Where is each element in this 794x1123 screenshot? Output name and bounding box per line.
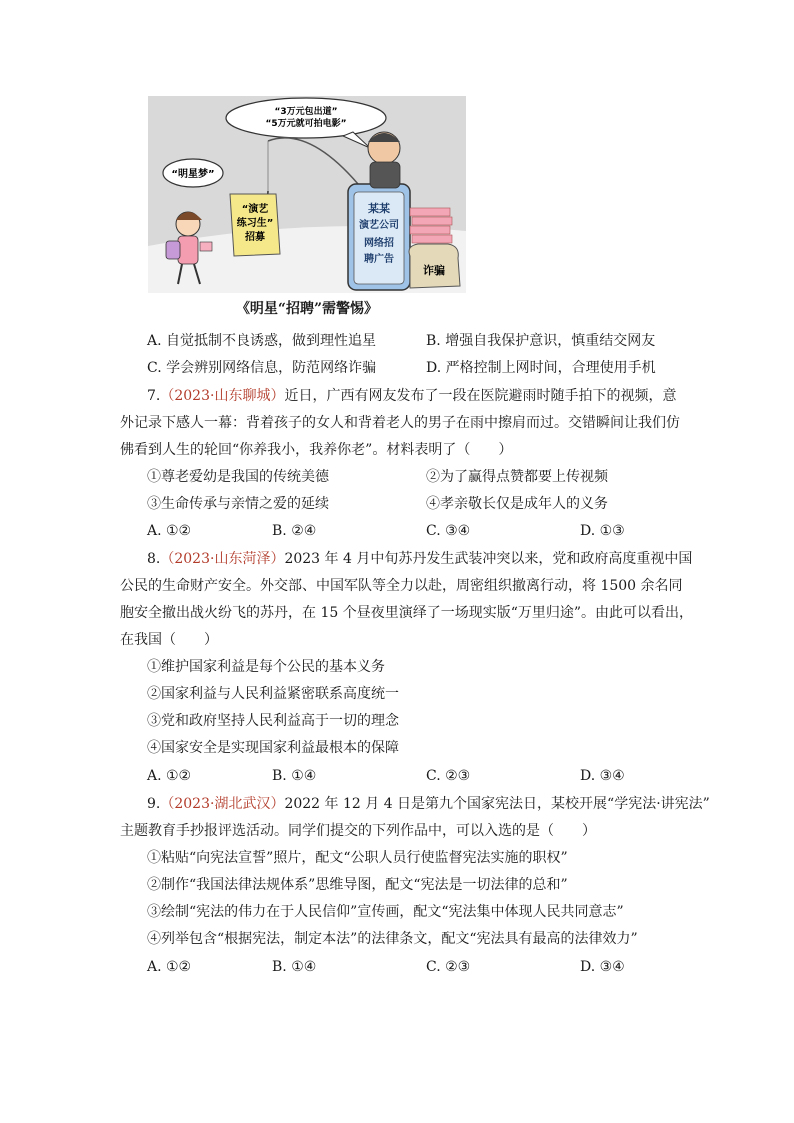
q6-option-b: B. 增强自我保护意识，慎重结交网友	[426, 333, 656, 349]
speech-line-1: “3万元包出道”	[274, 107, 338, 117]
q9-stem-line-2: 主题教育手抄报评选活动。同学们提交的下列作品中，可以入选的是（ ）	[120, 823, 596, 839]
q9-choice-d: D. ③④	[580, 959, 625, 975]
q9-stem-line-1: 9.（2023·湖北武汉）2022 年 12 月 4 日是第九个国家宪法日，某校开展“学宪法·讲宪法”	[147, 796, 710, 812]
q8-source: （2023·山东菏泽）	[160, 551, 285, 567]
q7-choice-a: A. ①②	[147, 523, 192, 539]
q6-option-d: D. 严格控制上网时间，合理使用手机	[426, 360, 656, 376]
q7-item-1: ①尊老爱幼是我国的传统美德	[147, 469, 329, 485]
q9-choice-b: B. ①④	[272, 959, 317, 975]
cartoon-illustration	[148, 96, 466, 293]
q8-stem-line-4: 在我国（ ）	[120, 632, 218, 648]
q9-item-1: ①粘贴“向宪法宣誓”照片，配文“公职人员行使监督宪法实施的职权”	[147, 850, 568, 866]
svg-text:某某: 某某	[368, 202, 390, 215]
q8-item-2: ②国家利益与人民利益紧密联系高度统一	[147, 686, 399, 702]
q9-item-3: ③绘制“宪法的伟力在于人民信仰”宣传画，配文“宪法集中体现人民共同意志”	[147, 904, 624, 920]
q8-choice-d: D. ③④	[580, 768, 625, 784]
q8-item-3: ③党和政府坚持人民利益高于一切的理念	[147, 713, 399, 729]
thought-text: “明星梦”	[171, 169, 215, 180]
q9-item-4: ④列举包含“根据宪法，制定本法”的法律条文，配文“宪法具有最高的法律效力”	[147, 931, 638, 947]
q7-stem-line-1: 7.（2023·山东聊城）近日，广西有网友发布了一段在医院避雨时随手拍下的视频，意	[147, 388, 677, 404]
q9-item-2: ②制作“我国法律法规体系”思维导图，配文“宪法是一切法律的总和”	[147, 877, 568, 893]
q8-stem-line-3: 胞安全撤出战火纷飞的苏丹，在 15 个昼夜里演绎了一场现实版“万里归途”。由此可以看出，	[120, 605, 694, 621]
q8-stem-line-1: 8.（2023·山东菏泽）2023 年 4 月中旬苏丹发生武装冲突以来，党和政府高度重视中国	[147, 551, 693, 567]
q9-choice-a: A. ①②	[147, 959, 192, 975]
svg-text:聘广告: 聘广告	[364, 254, 394, 265]
q6-option-a: A. 自觉抵制不良诱惑，做到理性追星	[147, 333, 377, 349]
q7-item-4: ④孝亲敬长仅是成年人的义务	[426, 496, 608, 512]
speech-bubble	[226, 98, 386, 138]
svg-text:“演艺: “演艺	[241, 204, 269, 215]
q7-stem-line-3: 佛看到人生的轮回“你养我小，我养你老”。材料表明了（ ）	[120, 442, 513, 458]
cartoon-svg	[148, 96, 466, 293]
q8-choice-b: B. ①④	[272, 768, 317, 784]
q8-stem-line-2: 公民的生命财产安全。外交部、中国军队等全力以赴，周密组织撤离行动，将 1500 余名同	[120, 578, 683, 594]
q7-stem-line-2: 外记录下感人一幕：背着孩子的女人和背着老人的男子在雨中擦肩而过。交错瞬间让我们仿	[120, 415, 680, 431]
q9-source: （2023·湖北武汉）	[160, 796, 285, 812]
speech-line-2: “5万元就可拍电影”	[265, 119, 347, 129]
q7-choice-b: B. ②④	[272, 523, 317, 539]
q7-choice-d: D. ①③	[580, 523, 625, 539]
q7-choice-c: C. ③④	[426, 523, 471, 539]
q8-choice-c: C. ②③	[426, 768, 471, 784]
q7-item-3: ③生命传承与亲情之爱的延续	[147, 496, 329, 512]
sack-label: 诈骗	[423, 264, 445, 277]
svg-text:练习生”: 练习生”	[236, 218, 274, 229]
q6-option-c: C. 学会辨别网络信息，防范网络诈骗	[147, 360, 377, 376]
q7-source: （2023·山东聊城）	[160, 388, 285, 404]
q9-choice-c: C. ②③	[426, 959, 471, 975]
svg-text:招募: 招募	[245, 232, 265, 243]
q8-item-4: ④国家安全是实现国家利益最根本的保障	[147, 740, 399, 756]
q8-item-1: ①维护国家利益是每个公民的基本义务	[147, 659, 385, 675]
q7-item-2: ②为了赢得点赞都要上传视频	[426, 469, 608, 485]
q8-choice-a: A. ①②	[147, 768, 192, 784]
scammer-figure	[368, 132, 400, 188]
svg-text:演艺公司: 演艺公司	[359, 220, 399, 231]
cartoon-caption: 《明星“招聘”需警惕》	[235, 301, 379, 317]
svg-text:网络招: 网络招	[364, 238, 394, 249]
